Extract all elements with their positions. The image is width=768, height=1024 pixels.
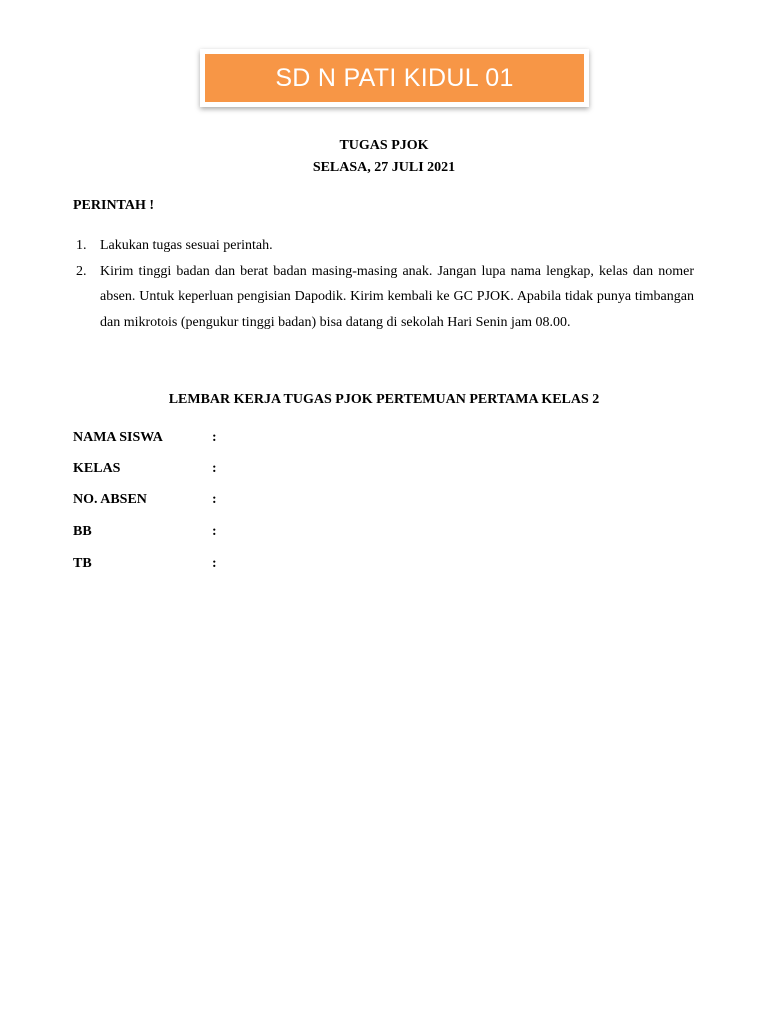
list-item-text: Kirim tinggi badan dan berat badan masing-masing anak. Jangan lupa nama lengkap, kelas dan nomer absen. Untuk keperluan pengisian Dapodik. Kirim kembali ke GC PJOK. Apabila tidak punya timbangan dan mikrotois (pengukur tinggi badan) bisa datang di sekolah Hari Senin jam 08.00. [100, 263, 694, 330]
field-label: TB [73, 556, 92, 571]
instructions-list [73, 233, 694, 335]
field-separator: : [212, 430, 217, 445]
school-banner [200, 49, 589, 107]
list-item-text: Lakukan tugas sesuai perintah. [100, 238, 273, 253]
field-separator: : [212, 524, 217, 539]
field-label: KELAS [73, 461, 121, 476]
assignment-date: SELASA, 27 JULI 2021 [312, 160, 456, 175]
field-label: NAMA SISWA [73, 430, 163, 445]
list-item [73, 233, 694, 259]
instructions-label: PERINTAH ! [73, 198, 155, 213]
list-item-number: 1. [76, 238, 87, 253]
field-label: BB [73, 524, 92, 539]
list-item [73, 259, 694, 336]
school-name: SD N PATI KIDUL 01 [275, 63, 514, 92]
field-label: NO. ABSEN [73, 492, 147, 507]
worksheet-title: LEMBAR KERJA TUGAS PJOK PERTEMUAN PERTAMA KELAS 2 [168, 392, 600, 407]
list-item-number: 2. [76, 263, 87, 279]
field-separator: : [212, 492, 217, 507]
banner-box [205, 54, 584, 102]
assignment-title: TUGAS PJOK [339, 138, 429, 153]
field-separator: : [212, 461, 217, 476]
field-separator: : [212, 556, 217, 571]
